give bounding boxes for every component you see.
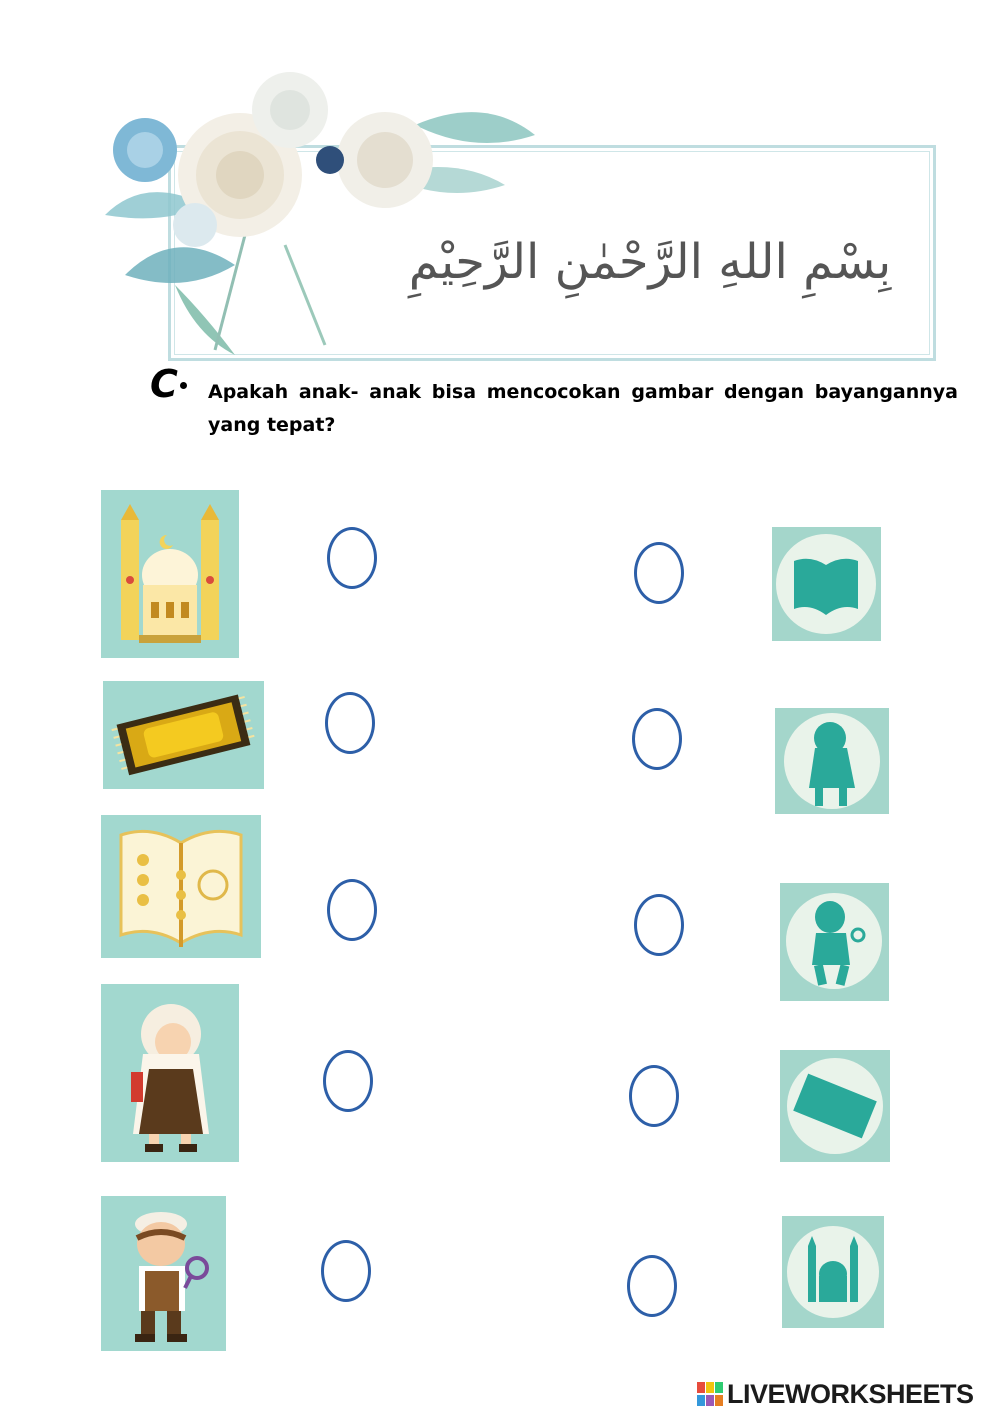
question-letter-dot	[180, 382, 187, 389]
right-answer-dot-5[interactable]	[627, 1255, 677, 1317]
liveworksheets-brand	[696, 1378, 974, 1410]
left-answer-dot-2[interactable]	[325, 692, 375, 754]
question-text: Apakah anak- anak bisa mencocokan gambar dengan bayangannya yang tepat?	[208, 381, 958, 436]
flower-bouquet-image	[85, 55, 545, 360]
shadow-mosque	[782, 1216, 884, 1328]
right-answer-dot-1[interactable]	[634, 542, 684, 604]
picture-prayer-mat	[103, 681, 264, 789]
shadow-girl	[775, 708, 889, 814]
shadow-prayer-mat	[780, 1050, 890, 1162]
liveworksheets-logo-icon	[696, 1381, 724, 1407]
left-answer-dot-1[interactable]	[327, 527, 377, 589]
shadow-boy	[780, 883, 889, 1001]
picture-quran	[101, 815, 261, 958]
picture-boy	[101, 1196, 226, 1351]
bismillah-calligraphy: بِسْمِ اللهِ الرَّحْمٰنِ الرَّحِيْمِ	[408, 234, 892, 290]
right-answer-dot-2[interactable]	[632, 708, 682, 770]
left-answer-dot-4[interactable]	[323, 1050, 373, 1112]
left-answer-dot-5[interactable]	[321, 1240, 371, 1302]
right-answer-dot-3[interactable]	[634, 894, 684, 956]
picture-girl	[101, 984, 239, 1162]
picture-mosque	[101, 490, 239, 658]
question-letter: C	[150, 362, 178, 406]
right-answer-dot-4[interactable]	[629, 1065, 679, 1127]
shadow-quran	[772, 527, 881, 641]
brand-name: LIVEWORKSHEETS	[727, 1378, 974, 1409]
left-answer-dot-3[interactable]	[327, 879, 377, 941]
